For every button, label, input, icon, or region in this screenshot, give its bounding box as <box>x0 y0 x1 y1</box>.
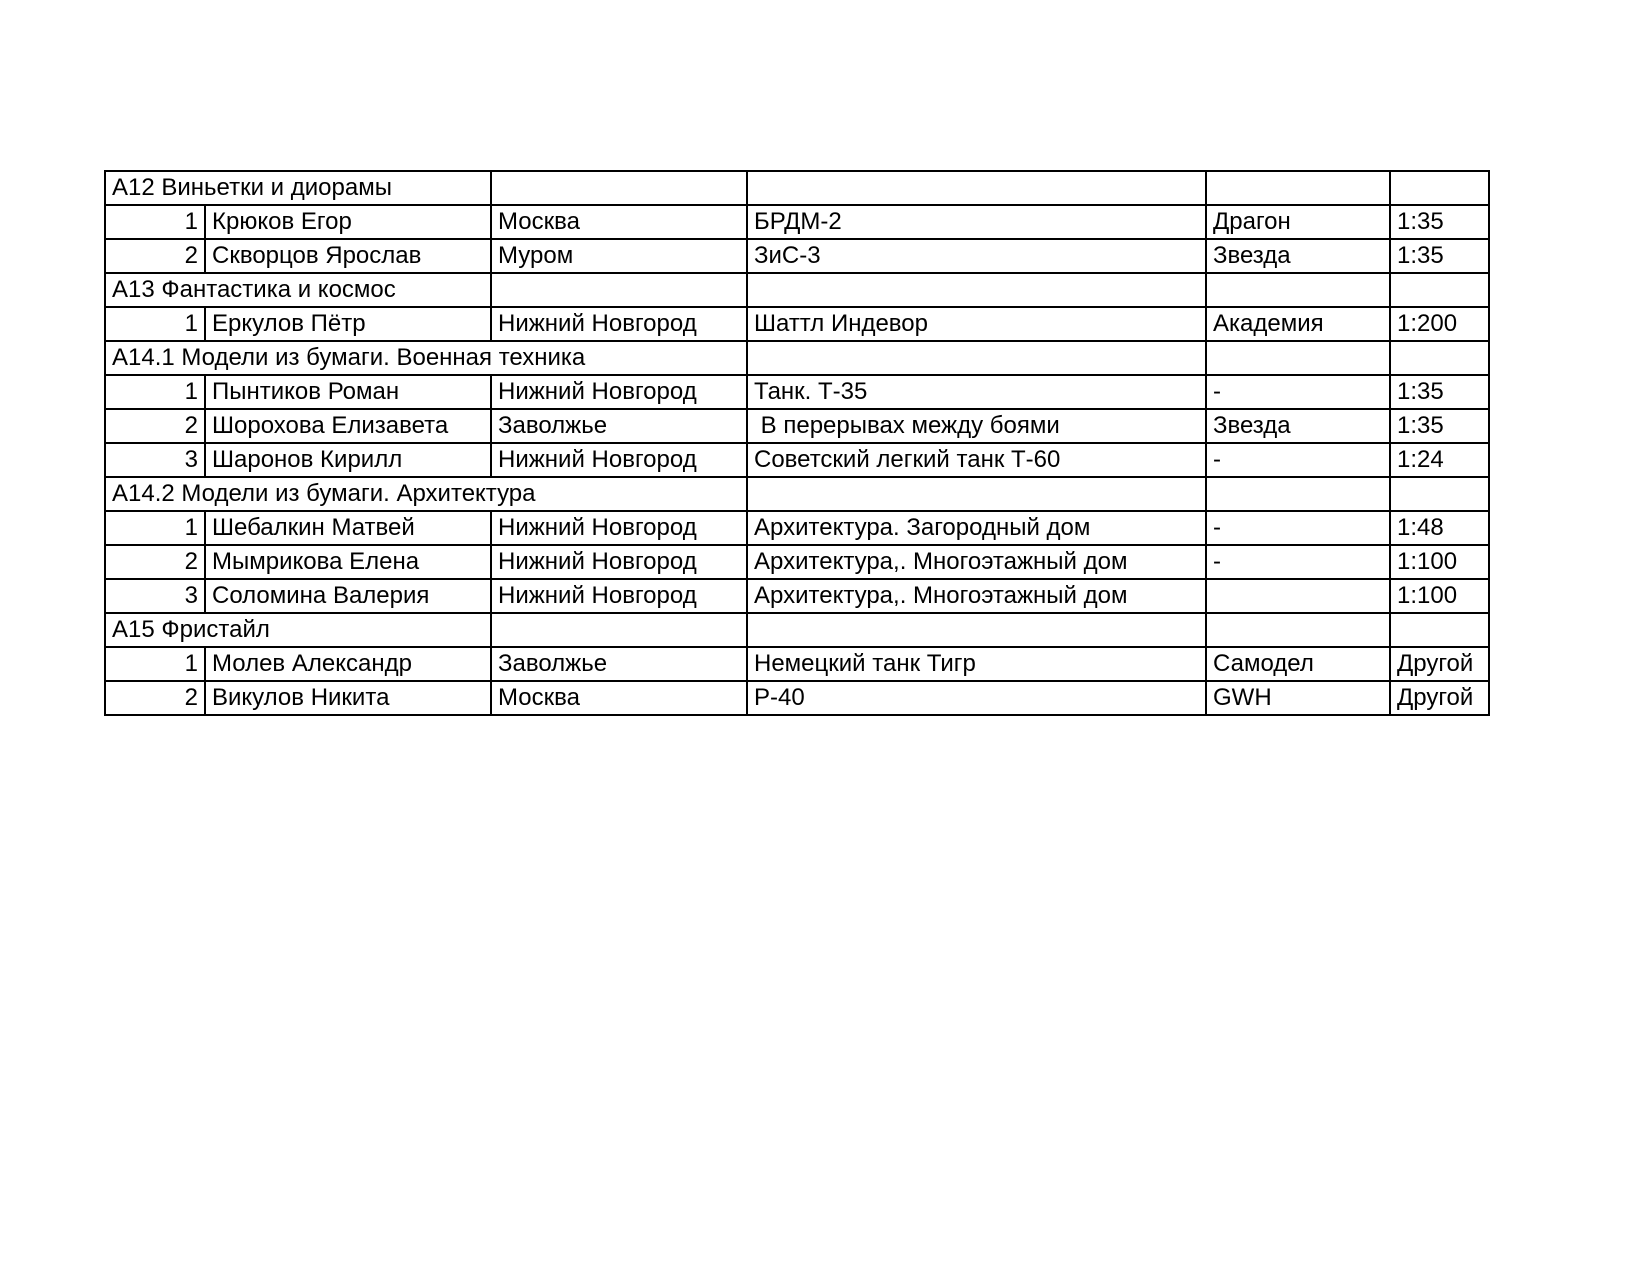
cell-manufacturer: - <box>1206 375 1390 409</box>
section-row <box>105 477 1489 511</box>
cell-entry-number: 2 <box>105 545 205 579</box>
empty-cell <box>1390 477 1489 511</box>
table-row <box>105 307 1489 341</box>
table-row <box>105 205 1489 239</box>
empty-cell <box>1206 477 1390 511</box>
cell-model-title: БРДМ-2 <box>747 205 1206 239</box>
table-row <box>105 579 1489 613</box>
empty-cell <box>491 273 747 307</box>
cell-entry-number: 1 <box>105 511 205 545</box>
cell-manufacturer: GWH <box>1206 681 1390 715</box>
cell-participant-name: Шаронов Кирилл <box>205 443 491 477</box>
empty-cell <box>1206 613 1390 647</box>
cell-manufacturer: Звезда <box>1206 409 1390 443</box>
table-row <box>105 239 1489 273</box>
cell-section-title: А13 Фантастика и космос <box>105 273 491 307</box>
cell-manufacturer: Академия <box>1206 307 1390 341</box>
cell-scale: 1:48 <box>1390 511 1489 545</box>
cell-scale: 1:35 <box>1390 409 1489 443</box>
table-row <box>105 375 1489 409</box>
table-row <box>105 443 1489 477</box>
empty-cell <box>491 171 747 205</box>
cell-section-title: А12 Виньетки и диорамы <box>105 171 491 205</box>
cell-section-title: А14.1 Модели из бумаги. Военная техника <box>105 341 747 375</box>
cell-city: Заволжье <box>491 409 747 443</box>
cell-model-title: Архитектура,. Многоэтажный дом <box>747 545 1206 579</box>
cell-model-title: Немецкий танк Тигр <box>747 647 1206 681</box>
cell-city: Нижний Новгород <box>491 443 747 477</box>
empty-cell <box>1390 613 1489 647</box>
cell-scale: 1:35 <box>1390 375 1489 409</box>
section-row <box>105 273 1489 307</box>
table-row <box>105 647 1489 681</box>
empty-cell <box>747 171 1206 205</box>
section-row <box>105 613 1489 647</box>
section-row <box>105 171 1489 205</box>
cell-scale: 1:35 <box>1390 239 1489 273</box>
empty-cell <box>1206 273 1390 307</box>
cell-scale: 1:100 <box>1390 579 1489 613</box>
table-row <box>105 545 1489 579</box>
empty-cell <box>1206 341 1390 375</box>
empty-cell <box>1390 171 1489 205</box>
cell-model-title: Архитектура,. Многоэтажный дом <box>747 579 1206 613</box>
cell-participant-name: Скворцов Ярослав <box>205 239 491 273</box>
cell-scale: 1:200 <box>1390 307 1489 341</box>
empty-cell <box>747 273 1206 307</box>
cell-participant-name: Соломина Валерия <box>205 579 491 613</box>
cell-model-title: В перерывах между боями <box>747 409 1206 443</box>
cell-manufacturer <box>1206 579 1390 613</box>
cell-model-title: Советский легкий танк Т-60 <box>747 443 1206 477</box>
cell-entry-number: 1 <box>105 307 205 341</box>
cell-manufacturer: - <box>1206 443 1390 477</box>
cell-manufacturer: Драгон <box>1206 205 1390 239</box>
cell-entry-number: 2 <box>105 681 205 715</box>
cell-scale: 1:35 <box>1390 205 1489 239</box>
section-row <box>105 341 1489 375</box>
cell-city: Нижний Новгород <box>491 307 747 341</box>
cell-scale: 1:100 <box>1390 545 1489 579</box>
empty-cell <box>1390 273 1489 307</box>
cell-participant-name: Мымрикова Елена <box>205 545 491 579</box>
cell-entry-number: 1 <box>105 647 205 681</box>
cell-participant-name: Крюков Егор <box>205 205 491 239</box>
cell-entry-number: 1 <box>105 375 205 409</box>
contest-entries-table <box>104 170 1490 716</box>
cell-city: Нижний Новгород <box>491 375 747 409</box>
cell-city: Нижний Новгород <box>491 579 747 613</box>
cell-section-title: А14.2 Модели из бумаги. Архитектура <box>105 477 747 511</box>
cell-section-title: А15 Фристайл <box>105 613 491 647</box>
cell-city: Москва <box>491 681 747 715</box>
cell-city: Нижний Новгород <box>491 545 747 579</box>
cell-participant-name: Еркулов Пётр <box>205 307 491 341</box>
cell-participant-name: Шебалкин Матвей <box>205 511 491 545</box>
empty-cell <box>747 477 1206 511</box>
table-row <box>105 409 1489 443</box>
empty-cell <box>747 341 1206 375</box>
cell-entry-number: 1 <box>105 205 205 239</box>
cell-city: Муром <box>491 239 747 273</box>
cell-entry-number: 3 <box>105 579 205 613</box>
cell-participant-name: Пынтиков Роман <box>205 375 491 409</box>
cell-model-title: ЗиС-3 <box>747 239 1206 273</box>
cell-participant-name: Молев Александр <box>205 647 491 681</box>
empty-cell <box>491 613 747 647</box>
cell-scale: Другой <box>1390 647 1489 681</box>
cell-manufacturer: Звезда <box>1206 239 1390 273</box>
empty-cell <box>747 613 1206 647</box>
empty-cell <box>1390 341 1489 375</box>
cell-entry-number: 2 <box>105 409 205 443</box>
cell-city: Нижний Новгород <box>491 511 747 545</box>
cell-manufacturer: - <box>1206 511 1390 545</box>
table-row <box>105 681 1489 715</box>
table-row <box>105 511 1489 545</box>
cell-model-title: Р-40 <box>747 681 1206 715</box>
cell-city: Заволжье <box>491 647 747 681</box>
cell-model-title: Танк. Т-35 <box>747 375 1206 409</box>
cell-city: Москва <box>491 205 747 239</box>
cell-entry-number: 3 <box>105 443 205 477</box>
cell-manufacturer: Самодел <box>1206 647 1390 681</box>
cell-model-title: Архитектура. Загородный дом <box>747 511 1206 545</box>
cell-model-title: Шаттл Индевор <box>747 307 1206 341</box>
cell-scale: Другой <box>1390 681 1489 715</box>
cell-manufacturer: - <box>1206 545 1390 579</box>
cell-entry-number: 2 <box>105 239 205 273</box>
cell-scale: 1:24 <box>1390 443 1489 477</box>
empty-cell <box>1206 171 1390 205</box>
cell-participant-name: Шорохова Елизавета <box>205 409 491 443</box>
cell-participant-name: Викулов Никита <box>205 681 491 715</box>
